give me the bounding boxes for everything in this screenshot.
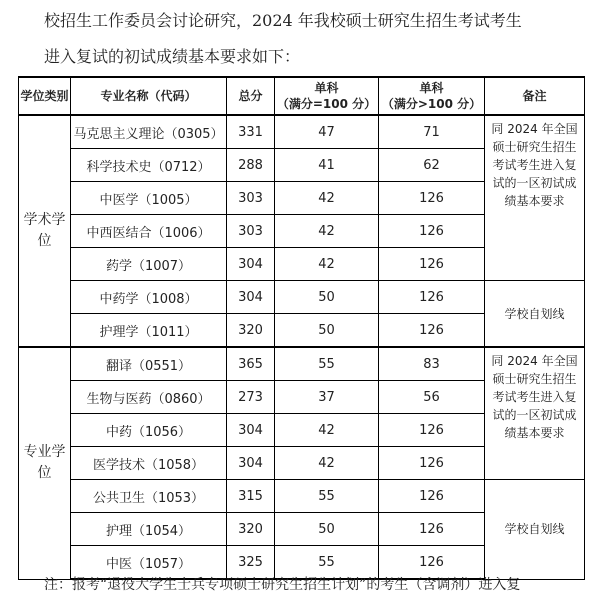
single-over-100-cell: 126 (379, 480, 485, 513)
header-category: 学位类别 (19, 77, 71, 115)
single-over-100-cell: 126 (379, 215, 485, 248)
major-cell: 翻译（0551） (71, 347, 227, 381)
single-over-100-cell: 126 (379, 281, 485, 314)
single-100-cell: 55 (275, 347, 379, 381)
single-100-cell: 42 (275, 447, 379, 480)
single-100-cell: 55 (275, 480, 379, 513)
header-single-100-line1: 单科 (314, 81, 339, 95)
table-row (19, 347, 585, 381)
single-100-cell: 42 (275, 215, 379, 248)
single-over-100-cell: 62 (379, 149, 485, 182)
major-cell: 中医学（1005） (71, 182, 227, 215)
score-requirements-table (18, 76, 585, 580)
major-cell: 中药（1056） (71, 414, 227, 447)
single-100-cell: 50 (275, 314, 379, 348)
single-over-100-cell: 126 (379, 546, 485, 580)
single-over-100-cell: 71 (379, 115, 485, 149)
single-over-100-cell: 56 (379, 381, 485, 414)
single-100-cell: 42 (275, 248, 379, 281)
single-over-100-cell: 126 (379, 414, 485, 447)
major-cell: 护理学（1011） (71, 314, 227, 348)
category-professional: 专业学位 (19, 347, 71, 579)
single-over-100-cell: 83 (379, 347, 485, 381)
header-single-100-line2: （满分=100 分） (276, 97, 377, 111)
header-total: 总分 (227, 77, 275, 115)
total-cell: 304 (227, 281, 275, 314)
header-single-over-100-line2: （满分>100 分） (381, 97, 482, 111)
intro-paragraph (0, 0, 600, 75)
total-cell: 315 (227, 480, 275, 513)
total-cell: 288 (227, 149, 275, 182)
table-row (19, 281, 585, 314)
major-cell: 马克思主义理论（0305） (71, 115, 227, 149)
total-cell: 303 (227, 182, 275, 215)
note-school-line-professional: 学校自划线 (485, 480, 585, 580)
single-over-100-cell: 126 (379, 513, 485, 546)
major-cell: 医学技术（1058） (71, 447, 227, 480)
intro-line-1: 校招生工作委员会讨论研究，2024 年我校硕士研究生招生考试考生 (44, 11, 522, 30)
single-100-cell: 50 (275, 513, 379, 546)
total-cell: 320 (227, 314, 275, 348)
total-cell: 304 (227, 248, 275, 281)
single-100-cell: 47 (275, 115, 379, 149)
note-school-line-academic: 学校自划线 (485, 281, 585, 348)
single-100-cell: 50 (275, 281, 379, 314)
total-cell: 273 (227, 381, 275, 414)
footnote: 注：报考“退役大学生士兵专项硕士研究生招生计划”的考生（含调剂）进入复 (44, 577, 521, 593)
category-academic: 学术学位 (19, 115, 71, 347)
major-cell: 药学（1007） (71, 248, 227, 281)
note-national-line-academic: 同 2024 年全国硕士研究生招生考试考生进入复试的一区初试成绩基本要求 (485, 115, 585, 281)
major-cell: 公共卫生（1053） (71, 480, 227, 513)
intro-line-2: 进入复试的初试成绩基本要求如下： (44, 47, 301, 66)
total-cell: 365 (227, 347, 275, 381)
major-cell: 科学技术史（0712） (71, 149, 227, 182)
total-cell: 304 (227, 447, 275, 480)
table-header-row (19, 77, 585, 115)
header-note: 备注 (485, 77, 585, 115)
table-row (19, 480, 585, 513)
major-cell: 中医（1057） (71, 546, 227, 580)
note-national-line-professional: 同 2024 年全国硕士研究生招生考试考生进入复试的一区初试成绩基本要求 (485, 347, 585, 480)
single-over-100-cell: 126 (379, 182, 485, 215)
single-100-cell: 41 (275, 149, 379, 182)
major-cell: 中西医结合（1006） (71, 215, 227, 248)
header-single-over-100-line1: 单科 (419, 81, 444, 95)
table-row (19, 115, 585, 149)
total-cell: 331 (227, 115, 275, 149)
major-cell: 中药学（1008） (71, 281, 227, 314)
header-single-100 (275, 77, 379, 115)
major-cell: 生物与医药（0860） (71, 381, 227, 414)
single-over-100-cell: 126 (379, 447, 485, 480)
single-over-100-cell: 126 (379, 314, 485, 348)
single-100-cell: 37 (275, 381, 379, 414)
total-cell: 304 (227, 414, 275, 447)
header-major: 专业名称（代码） (71, 77, 227, 115)
total-cell: 320 (227, 513, 275, 546)
single-100-cell: 42 (275, 414, 379, 447)
single-over-100-cell: 126 (379, 248, 485, 281)
single-100-cell: 55 (275, 546, 379, 580)
header-single-over-100 (379, 77, 485, 115)
single-100-cell: 42 (275, 182, 379, 215)
total-cell: 303 (227, 215, 275, 248)
total-cell: 325 (227, 546, 275, 580)
major-cell: 护理（1054） (71, 513, 227, 546)
